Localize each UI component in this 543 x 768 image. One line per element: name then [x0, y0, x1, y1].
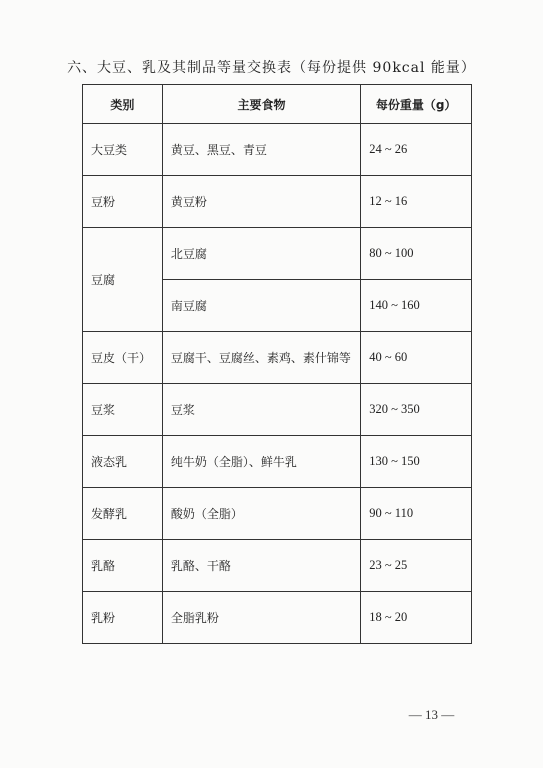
cell-category: 发酵乳	[83, 488, 163, 540]
cell-category: 乳粉	[83, 592, 163, 644]
cell-category: 豆腐	[83, 228, 163, 332]
cell-category: 大豆类	[83, 124, 163, 176]
cell-food: 黄豆、黑豆、青豆	[162, 124, 360, 176]
cell-category: 液态乳	[83, 436, 163, 488]
cell-weight: 90 ~ 110	[361, 488, 472, 540]
cell-weight: 24 ~ 26	[361, 124, 472, 176]
cell-food: 黄豆粉	[162, 176, 360, 228]
page-number: — 13 —	[408, 707, 455, 722]
cell-weight: 80 ~ 100	[361, 228, 472, 280]
table-title: 六、大豆、乳及其制品等量交换表（每份提供 90kcal 能量）	[67, 60, 476, 76]
table-header-row	[83, 85, 472, 124]
cell-weight: 40 ~ 60	[361, 332, 472, 384]
table-row	[83, 592, 472, 644]
cell-category: 豆浆	[83, 384, 163, 436]
table-row	[83, 384, 472, 436]
table-row	[83, 228, 472, 280]
cell-category: 豆皮（干）	[83, 332, 163, 384]
table-row	[83, 540, 472, 592]
cell-food: 纯牛奶（全脂）、鲜牛乳	[162, 436, 360, 488]
table-row	[83, 436, 472, 488]
exchange-table	[82, 84, 472, 644]
cell-weight: 140 ~ 160	[361, 280, 472, 332]
cell-food: 豆腐干、豆腐丝、素鸡、素什锦等	[162, 332, 360, 384]
cell-food: 南豆腐	[162, 280, 360, 332]
cell-food: 酸奶（全脂）	[162, 488, 360, 540]
cell-category: 乳酪	[83, 540, 163, 592]
table-row	[83, 176, 472, 228]
cell-weight: 18 ~ 20	[361, 592, 472, 644]
cell-category: 豆粉	[83, 176, 163, 228]
cell-weight: 130 ~ 150	[361, 436, 472, 488]
cell-weight: 12 ~ 16	[361, 176, 472, 228]
cell-food: 豆浆	[162, 384, 360, 436]
cell-weight: 320 ~ 350	[361, 384, 472, 436]
table-row	[83, 124, 472, 176]
cell-food: 全脂乳粉	[162, 592, 360, 644]
cell-food: 北豆腐	[162, 228, 360, 280]
cell-food: 乳酪、干酪	[162, 540, 360, 592]
header-weight: 每份重量（g）	[361, 85, 472, 124]
table-row	[83, 332, 472, 384]
header-food: 主要食物	[162, 85, 360, 124]
table-row	[83, 488, 472, 540]
header-category: 类别	[83, 85, 163, 124]
cell-weight: 23 ~ 25	[361, 540, 472, 592]
